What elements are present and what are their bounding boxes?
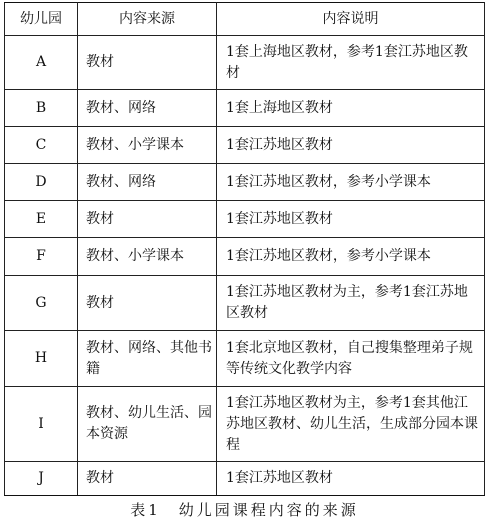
cell-description: 1套江苏地区教材 <box>217 201 485 238</box>
cell-source: 教材、网络 <box>78 164 217 201</box>
cell-description: 1套江苏地区教材，参考小学课本 <box>217 164 485 201</box>
cell-source: 教材、小学课本 <box>78 238 217 276</box>
table-header-row <box>5 3 485 36</box>
curriculum-source-table <box>4 2 485 496</box>
cell-kindergarten: A <box>5 36 78 90</box>
cell-description: 1套北京地区教材，自己搜集整理弟子规等传统文化教学内容 <box>217 331 485 387</box>
cell-source: 教材 <box>78 462 217 496</box>
cell-source: 教材 <box>78 276 217 331</box>
cell-kindergarten: F <box>5 238 78 276</box>
cell-source: 教材 <box>78 36 217 90</box>
table-row <box>5 127 485 164</box>
cell-description: 1套江苏地区教材，参考小学课本 <box>217 238 485 276</box>
table-row <box>5 462 485 496</box>
cell-description: 1套江苏地区教材 <box>217 462 485 496</box>
table-row <box>5 276 485 331</box>
table-row <box>5 387 485 462</box>
table-row <box>5 90 485 127</box>
cell-kindergarten: E <box>5 201 78 238</box>
cell-kindergarten: J <box>5 462 78 496</box>
table-row <box>5 36 485 90</box>
cell-source: 教材、网络 <box>78 90 217 127</box>
cell-source: 教材、幼儿生活、园本资源 <box>78 387 217 462</box>
cell-kindergarten: C <box>5 127 78 164</box>
cell-source: 教材 <box>78 201 217 238</box>
cell-kindergarten: I <box>5 387 78 462</box>
cell-description: 1套上海地区教材 <box>217 90 485 127</box>
cell-description: 1套江苏地区教材为主，参考1套其他江苏地区教材、幼儿生活，生成部分园本课程 <box>217 387 485 462</box>
cell-description: 1套上海地区教材，参考1套江苏地区教材 <box>217 36 485 90</box>
cell-kindergarten: G <box>5 276 78 331</box>
cell-source: 教材、小学课本 <box>78 127 217 164</box>
table-row <box>5 238 485 276</box>
header-description: 内容说明 <box>217 3 485 36</box>
table-row <box>5 164 485 201</box>
header-kindergarten: 幼儿园 <box>5 3 78 36</box>
cell-description: 1套江苏地区教材为主，参考1套江苏地区教材 <box>217 276 485 331</box>
table-row <box>5 201 485 238</box>
table-row <box>5 331 485 387</box>
cell-kindergarten: B <box>5 90 78 127</box>
cell-kindergarten: H <box>5 331 78 387</box>
table-caption: 表1 幼儿园课程内容的来源 <box>130 501 359 519</box>
header-source: 内容来源 <box>78 3 217 36</box>
cell-source: 教材、网络、其他书籍 <box>78 331 217 387</box>
cell-description: 1套江苏地区教材 <box>217 127 485 164</box>
cell-kindergarten: D <box>5 164 78 201</box>
